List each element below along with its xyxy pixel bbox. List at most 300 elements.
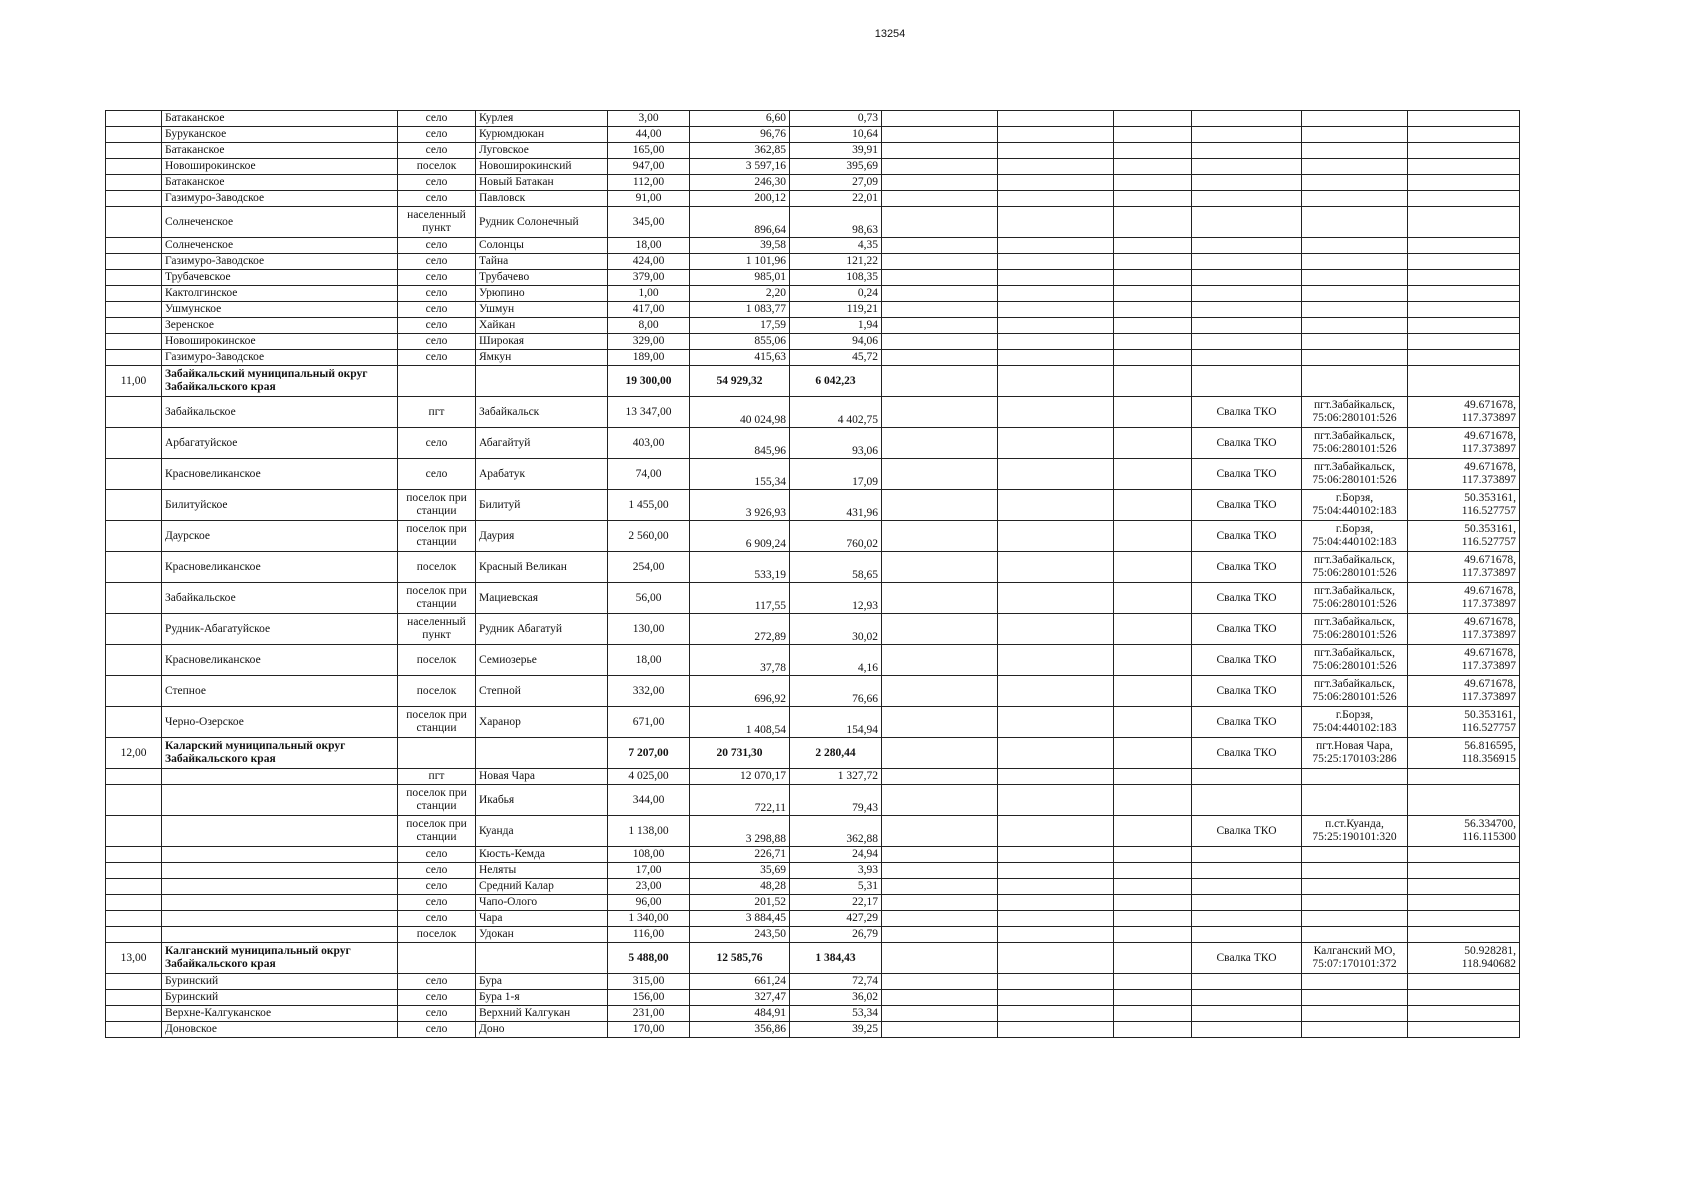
empty-cell: [882, 350, 998, 366]
locality-name: Ямкун: [476, 350, 608, 366]
waste-mass-value: 6 909,24: [690, 521, 790, 552]
empty-cell: [1114, 111, 1192, 127]
empty-cell: [1114, 143, 1192, 159]
row-number: [106, 459, 162, 490]
empty-cell: [1114, 175, 1192, 191]
row-number: [106, 879, 162, 895]
empty-cell: [1114, 1022, 1192, 1038]
waste-volume-value: 154,94: [790, 707, 882, 738]
population-value: 13 347,00: [608, 397, 690, 428]
waste-mass-value: 3 884,45: [690, 911, 790, 927]
waste-mass-value: 200,12: [690, 191, 790, 207]
population-value: 3,00: [608, 111, 690, 127]
waste-mass-value: 201,52: [690, 895, 790, 911]
table-row: [106, 397, 1520, 428]
settlement-name: [162, 847, 398, 863]
empty-cell: [998, 459, 1114, 490]
disposal-object: [1192, 911, 1302, 927]
empty-cell: [998, 990, 1114, 1006]
settlement-name: Красновеликанское: [162, 645, 398, 676]
table-row: [106, 286, 1520, 302]
disposal-object: [1192, 254, 1302, 270]
settlement-type: село: [398, 990, 476, 1006]
waste-mass-value: 20 731,30: [690, 738, 790, 769]
locality-name: Билитуй: [476, 490, 608, 521]
disposal-address: [1302, 1006, 1408, 1022]
settlement-name: Билитуйское: [162, 490, 398, 521]
waste-mass-value: 48,28: [690, 879, 790, 895]
waste-mass-value: 40 024,98: [690, 397, 790, 428]
table-row: [106, 254, 1520, 270]
waste-volume-value: 17,09: [790, 459, 882, 490]
disposal-address: пгт.Забайкальск, 75:06:280101:526: [1302, 645, 1408, 676]
empty-cell: [998, 614, 1114, 645]
disposal-object: [1192, 238, 1302, 254]
empty-cell: [1114, 738, 1192, 769]
waste-mass-value: 243,50: [690, 927, 790, 943]
disposal-coordinates: 49.671678, 117.373897: [1408, 583, 1520, 614]
waste-mass-value: 12 585,76: [690, 943, 790, 974]
empty-cell: [998, 286, 1114, 302]
row-number: [106, 895, 162, 911]
row-number: [106, 676, 162, 707]
waste-volume-value: 121,22: [790, 254, 882, 270]
disposal-address: пгт.Забайкальск, 75:06:280101:526: [1302, 397, 1408, 428]
table-row: [106, 927, 1520, 943]
locality-name: Ушмун: [476, 302, 608, 318]
disposal-coordinates: [1408, 302, 1520, 318]
disposal-address: пгт.Новая Чара, 75:25:170103:286: [1302, 738, 1408, 769]
empty-cell: [1114, 583, 1192, 614]
settlement-name: Новоширокинское: [162, 334, 398, 350]
empty-cell: [1114, 785, 1192, 816]
disposal-object: [1192, 191, 1302, 207]
empty-cell: [882, 175, 998, 191]
population-value: 96,00: [608, 895, 690, 911]
disposal-object: [1192, 990, 1302, 1006]
settlement-type: поселок: [398, 159, 476, 175]
waste-mass-value: 484,91: [690, 1006, 790, 1022]
settlement-type: поселок при станции: [398, 816, 476, 847]
empty-cell: [882, 895, 998, 911]
empty-cell: [998, 707, 1114, 738]
waste-volume-value: 4 402,75: [790, 397, 882, 428]
settlement-name: Буринский: [162, 990, 398, 1006]
settlement-type: село: [398, 1006, 476, 1022]
empty-cell: [882, 769, 998, 785]
row-number: 13,00: [106, 943, 162, 974]
locality-name: Луговское: [476, 143, 608, 159]
disposal-coordinates: 49.671678, 117.373897: [1408, 676, 1520, 707]
row-number: [106, 428, 162, 459]
disposal-object: [1192, 785, 1302, 816]
waste-mass-value: 246,30: [690, 175, 790, 191]
settlement-type: село: [398, 895, 476, 911]
empty-cell: [882, 676, 998, 707]
table-row: [106, 614, 1520, 645]
empty-cell: [1114, 191, 1192, 207]
waste-volume-value: 58,65: [790, 552, 882, 583]
locality-name: Широкая: [476, 334, 608, 350]
empty-cell: [1114, 707, 1192, 738]
locality-name: Красный Великан: [476, 552, 608, 583]
disposal-coordinates: 49.671678, 117.373897: [1408, 428, 1520, 459]
disposal-coordinates: 49.671678, 117.373897: [1408, 459, 1520, 490]
settlement-name: Газимуро-Заводское: [162, 254, 398, 270]
waste-volume-value: 98,63: [790, 207, 882, 238]
empty-cell: [882, 816, 998, 847]
empty-cell: [882, 302, 998, 318]
population-value: 379,00: [608, 270, 690, 286]
settlement-type: село: [398, 270, 476, 286]
disposal-object: Свалка ТКО: [1192, 816, 1302, 847]
population-value: 231,00: [608, 1006, 690, 1022]
empty-cell: [1114, 974, 1192, 990]
disposal-coordinates: [1408, 127, 1520, 143]
disposal-object: [1192, 334, 1302, 350]
disposal-object: [1192, 350, 1302, 366]
waste-volume-value: 5,31: [790, 879, 882, 895]
disposal-address: [1302, 286, 1408, 302]
empty-cell: [882, 1022, 998, 1038]
population-value: 1,00: [608, 286, 690, 302]
disposal-object: Свалка ТКО: [1192, 583, 1302, 614]
disposal-object: [1192, 286, 1302, 302]
empty-cell: [998, 175, 1114, 191]
waste-volume-value: 53,34: [790, 1006, 882, 1022]
waste-mass-value: 35,69: [690, 863, 790, 879]
settlement-name: Кактолгинское: [162, 286, 398, 302]
disposal-address: пгт.Забайкальск, 75:06:280101:526: [1302, 459, 1408, 490]
row-number: [106, 974, 162, 990]
locality-name: Трубачево: [476, 270, 608, 286]
waste-mass-value: 1 083,77: [690, 302, 790, 318]
waste-volume-value: 0,24: [790, 286, 882, 302]
disposal-address: п.ст.Куанда, 75:25:190101:320: [1302, 816, 1408, 847]
waste-volume-value: 1,94: [790, 318, 882, 334]
row-number: [106, 334, 162, 350]
disposal-coordinates: [1408, 895, 1520, 911]
empty-cell: [998, 1022, 1114, 1038]
settlement-name: Буринский: [162, 974, 398, 990]
disposal-address: пгт.Забайкальск, 75:06:280101:526: [1302, 583, 1408, 614]
settlement-type: село: [398, 428, 476, 459]
disposal-address: г.Борзя, 75:04:440102:183: [1302, 521, 1408, 552]
disposal-object: [1192, 318, 1302, 334]
locality-name: [476, 943, 608, 974]
empty-cell: [998, 318, 1114, 334]
disposal-address: [1302, 895, 1408, 911]
table-row: [106, 769, 1520, 785]
disposal-address: пгт.Забайкальск, 75:06:280101:526: [1302, 676, 1408, 707]
locality-name: Неляты: [476, 863, 608, 879]
settlement-name: [162, 785, 398, 816]
empty-cell: [1114, 127, 1192, 143]
population-value: 1 455,00: [608, 490, 690, 521]
empty-cell: [998, 738, 1114, 769]
empty-cell: [882, 990, 998, 1006]
settlement-name: Новоширокинское: [162, 159, 398, 175]
disposal-object: [1192, 111, 1302, 127]
waste-volume-value: 30,02: [790, 614, 882, 645]
empty-cell: [1114, 847, 1192, 863]
empty-cell: [882, 863, 998, 879]
empty-cell: [998, 879, 1114, 895]
empty-cell: [882, 318, 998, 334]
waste-volume-value: 395,69: [790, 159, 882, 175]
table-row: [106, 974, 1520, 990]
disposal-coordinates: [1408, 847, 1520, 863]
table-row: [106, 111, 1520, 127]
disposal-address: [1302, 847, 1408, 863]
row-number: [106, 490, 162, 521]
waste-mass-value: 117,55: [690, 583, 790, 614]
settlement-name: Газимуро-Заводское: [162, 350, 398, 366]
locality-name: [476, 366, 608, 397]
empty-cell: [1114, 302, 1192, 318]
row-number: [106, 350, 162, 366]
locality-name: Бура: [476, 974, 608, 990]
disposal-address: [1302, 159, 1408, 175]
settlement-type: село: [398, 863, 476, 879]
settlement-name: Забайкальское: [162, 397, 398, 428]
locality-name: Курлея: [476, 111, 608, 127]
disposal-object: [1192, 895, 1302, 911]
empty-cell: [1114, 397, 1192, 428]
population-value: 112,00: [608, 175, 690, 191]
disposal-coordinates: [1408, 159, 1520, 175]
disposal-address: [1302, 974, 1408, 990]
empty-cell: [882, 614, 998, 645]
row-number: [106, 707, 162, 738]
settlement-name: Зеренское: [162, 318, 398, 334]
settlement-type: село: [398, 911, 476, 927]
empty-cell: [1114, 943, 1192, 974]
population-value: 4 025,00: [608, 769, 690, 785]
locality-name: Даурия: [476, 521, 608, 552]
disposal-coordinates: [1408, 769, 1520, 785]
waste-mass-value: 37,78: [690, 645, 790, 676]
population-value: 19 300,00: [608, 366, 690, 397]
row-number: [106, 143, 162, 159]
disposal-address: [1302, 207, 1408, 238]
empty-cell: [998, 521, 1114, 552]
table-row: [106, 1006, 1520, 1022]
disposal-object: [1192, 302, 1302, 318]
disposal-object: [1192, 1006, 1302, 1022]
empty-cell: [1114, 459, 1192, 490]
empty-cell: [998, 927, 1114, 943]
disposal-coordinates: [1408, 207, 1520, 238]
empty-cell: [1114, 270, 1192, 286]
disposal-coordinates: 49.671678, 117.373897: [1408, 645, 1520, 676]
settlement-type: село: [398, 302, 476, 318]
empty-cell: [1114, 863, 1192, 879]
waste-mass-value: 327,47: [690, 990, 790, 1006]
row-number: [106, 847, 162, 863]
population-value: 23,00: [608, 879, 690, 895]
empty-cell: [998, 334, 1114, 350]
table-row: [106, 159, 1520, 175]
empty-cell: [1114, 238, 1192, 254]
settlement-name: Калганский муниципальный округ Забайкальского края: [162, 943, 398, 974]
disposal-coordinates: [1408, 334, 1520, 350]
disposal-coordinates: [1408, 111, 1520, 127]
waste-volume-value: 39,25: [790, 1022, 882, 1038]
row-number: [106, 927, 162, 943]
settlement-name: Батаканское: [162, 111, 398, 127]
empty-cell: [998, 552, 1114, 583]
disposal-address: [1302, 127, 1408, 143]
waste-mass-value: 272,89: [690, 614, 790, 645]
disposal-coordinates: [1408, 927, 1520, 943]
waste-volume-value: 93,06: [790, 428, 882, 459]
population-value: 315,00: [608, 974, 690, 990]
waste-volume-value: 4,35: [790, 238, 882, 254]
empty-cell: [882, 645, 998, 676]
row-number: [106, 785, 162, 816]
empty-cell: [998, 911, 1114, 927]
locality-name: Кюсть-Кемда: [476, 847, 608, 863]
table-row: [106, 583, 1520, 614]
table-row: [106, 270, 1520, 286]
settlement-name: Трубачевское: [162, 270, 398, 286]
empty-cell: [998, 428, 1114, 459]
disposal-object: [1192, 927, 1302, 943]
settlement-type: поселок: [398, 645, 476, 676]
waste-volume-value: 79,43: [790, 785, 882, 816]
population-value: 671,00: [608, 707, 690, 738]
empty-cell: [998, 111, 1114, 127]
population-value: 344,00: [608, 785, 690, 816]
row-number: [106, 191, 162, 207]
waste-volume-value: 45,72: [790, 350, 882, 366]
disposal-address: [1302, 863, 1408, 879]
disposal-object: Свалка ТКО: [1192, 521, 1302, 552]
settlement-name: Красновеликанское: [162, 552, 398, 583]
disposal-coordinates: [1408, 785, 1520, 816]
disposal-coordinates: 49.671678, 117.373897: [1408, 614, 1520, 645]
empty-cell: [1114, 318, 1192, 334]
disposal-coordinates: 50.353161, 116.527757: [1408, 707, 1520, 738]
waste-mass-value: 3 597,16: [690, 159, 790, 175]
table-row: [106, 911, 1520, 927]
settlement-name: Газимуро-Заводское: [162, 191, 398, 207]
empty-cell: [1114, 207, 1192, 238]
table-row: [106, 521, 1520, 552]
disposal-coordinates: [1408, 911, 1520, 927]
settlement-name: [162, 895, 398, 911]
empty-cell: [1114, 428, 1192, 459]
empty-cell: [1114, 286, 1192, 302]
waste-volume-value: 76,66: [790, 676, 882, 707]
empty-cell: [998, 350, 1114, 366]
row-number: [106, 286, 162, 302]
empty-cell: [998, 676, 1114, 707]
locality-name: Тайна: [476, 254, 608, 270]
waste-volume-value: 760,02: [790, 521, 882, 552]
row-number: [106, 911, 162, 927]
waste-volume-value: 72,74: [790, 974, 882, 990]
empty-cell: [1114, 614, 1192, 645]
table-row: [106, 127, 1520, 143]
disposal-address: [1302, 175, 1408, 191]
settlement-type: поселок при станции: [398, 583, 476, 614]
disposal-address: [1302, 143, 1408, 159]
waste-volume-value: 431,96: [790, 490, 882, 521]
settlement-type: село: [398, 350, 476, 366]
waste-mass-value: 415,63: [690, 350, 790, 366]
locality-name: Арабатук: [476, 459, 608, 490]
waste-mass-value: 3 298,88: [690, 816, 790, 847]
settlement-type: [398, 366, 476, 397]
row-number: [106, 583, 162, 614]
empty-cell: [882, 552, 998, 583]
empty-cell: [998, 397, 1114, 428]
population-value: 345,00: [608, 207, 690, 238]
settlement-name: [162, 927, 398, 943]
locality-name: Доно: [476, 1022, 608, 1038]
empty-cell: [1114, 1006, 1192, 1022]
table-row: [106, 318, 1520, 334]
disposal-object: [1192, 769, 1302, 785]
empty-cell: [1114, 254, 1192, 270]
settlement-type: поселок: [398, 676, 476, 707]
disposal-address: г.Борзя, 75:04:440102:183: [1302, 490, 1408, 521]
empty-cell: [998, 847, 1114, 863]
empty-cell: [1114, 911, 1192, 927]
disposal-object: Свалка ТКО: [1192, 645, 1302, 676]
waste-mass-value: 226,71: [690, 847, 790, 863]
settlement-type: пгт: [398, 397, 476, 428]
disposal-object: [1192, 159, 1302, 175]
settlement-name: Буруканское: [162, 127, 398, 143]
settlement-type: поселок: [398, 927, 476, 943]
empty-cell: [1114, 895, 1192, 911]
disposal-coordinates: [1408, 143, 1520, 159]
locality-name: Средний Калар: [476, 879, 608, 895]
population-value: 130,00: [608, 614, 690, 645]
locality-name: Рудник Солонечный: [476, 207, 608, 238]
population-value: 18,00: [608, 238, 690, 254]
empty-cell: [998, 863, 1114, 879]
settlement-type: село: [398, 879, 476, 895]
disposal-coordinates: 50.928281, 118.940682: [1408, 943, 1520, 974]
waste-volume-value: 2 280,44: [790, 738, 882, 769]
settlement-name: Батаканское: [162, 175, 398, 191]
empty-cell: [998, 254, 1114, 270]
settlement-name: Солнеченское: [162, 207, 398, 238]
empty-cell: [882, 286, 998, 302]
table-body: [106, 111, 1520, 1038]
disposal-address: [1302, 1022, 1408, 1038]
locality-name: Новая Чара: [476, 769, 608, 785]
empty-cell: [998, 490, 1114, 521]
waste-mass-value: 985,01: [690, 270, 790, 286]
locality-name: Абагайтуй: [476, 428, 608, 459]
settlement-name: Верхне-Калгуканское: [162, 1006, 398, 1022]
empty-cell: [882, 738, 998, 769]
table-row: [106, 552, 1520, 583]
disposal-object: [1192, 1022, 1302, 1038]
waste-mass-value: 96,76: [690, 127, 790, 143]
locality-name: Харанор: [476, 707, 608, 738]
disposal-object: [1192, 847, 1302, 863]
table-row: [106, 990, 1520, 1006]
disposal-coordinates: [1408, 238, 1520, 254]
row-number: [106, 111, 162, 127]
disposal-object: Свалка ТКО: [1192, 676, 1302, 707]
